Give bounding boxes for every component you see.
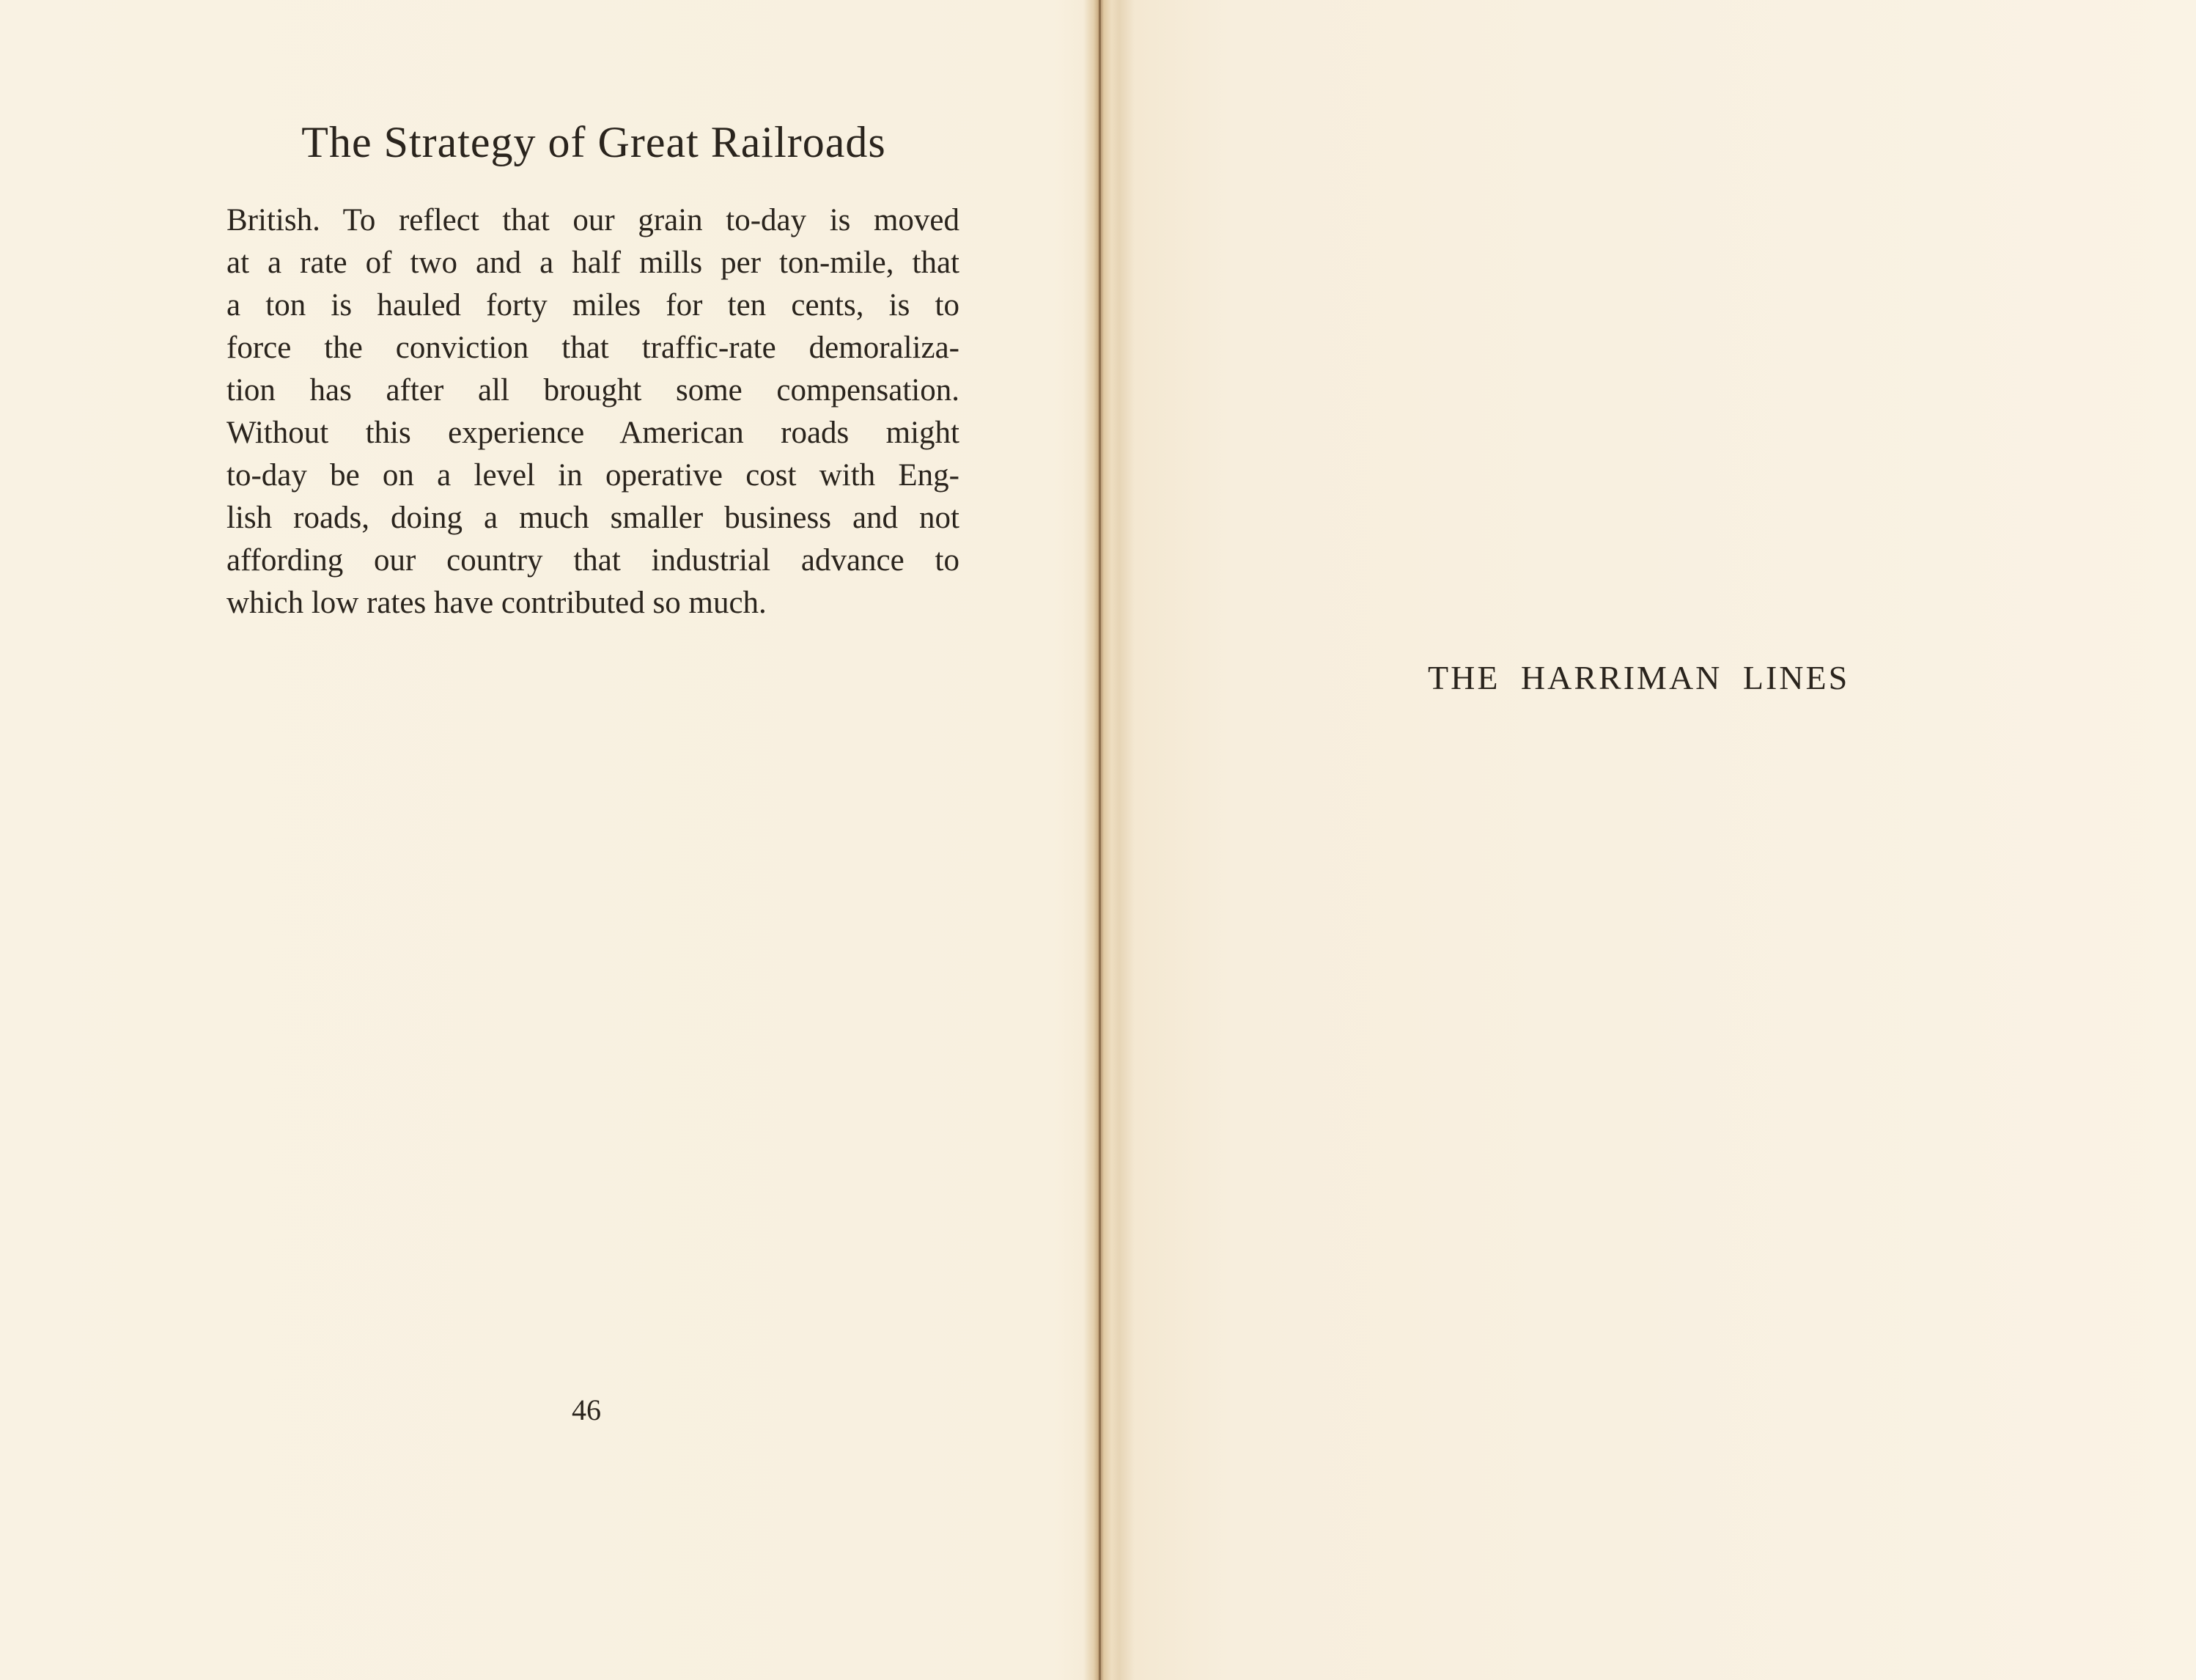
text-line: at a rate of two and a half mills per ton-mile, that [226, 246, 959, 280]
text-line: which low rates have contributed so much. [226, 586, 767, 620]
text-line: Without this experience American roads might [226, 416, 959, 450]
text-line: a ton is hauled forty miles for ten cents, is to [226, 288, 959, 323]
body-text [226, 199, 959, 625]
text-line: British. To reflect that our grain to-day is moved [226, 203, 959, 237]
text-line: lish roads, doing a much smaller business and not [226, 501, 959, 535]
text-line: force the conviction that traffic-rate demoraliza- [226, 331, 959, 365]
chapter-title: THE HARRIMAN LINES [1428, 659, 1850, 696]
text-line: to-day be on a level in operative cost with Eng- [226, 458, 959, 493]
running-head: The Strategy of Great Railroads [301, 118, 886, 166]
right-page [1098, 0, 2196, 1680]
text-line: tion has after all brought some compensation. [226, 373, 959, 408]
text-line: affording our country that industrial advance to [226, 543, 959, 578]
page-number: 46 [572, 1393, 601, 1426]
